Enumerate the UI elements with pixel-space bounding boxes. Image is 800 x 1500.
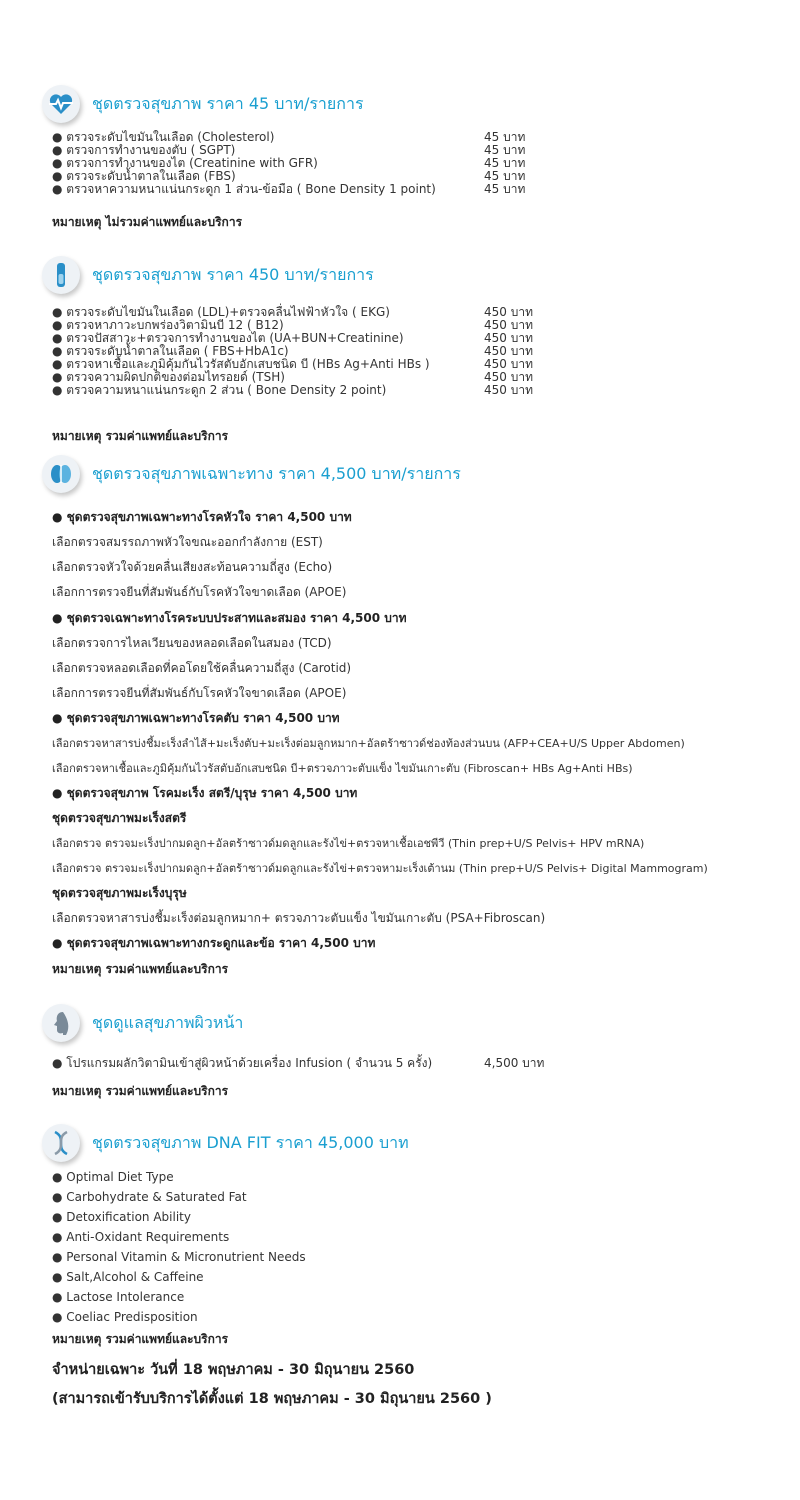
list-item: ● ตรวจความหนาแน่นกระดูก 2 ส่วน ( Bone Density 2 point) 450 บาท	[52, 383, 533, 397]
list-item: ● ตรวจการทำงานของตับ ( SGPT) 45 บาท	[52, 143, 526, 157]
sale-period: จำหน่ายเฉพาะ วันที่ 18 พฤษภาคม - 30 มิถุนายน 2560	[52, 1362, 415, 1378]
section-header	[42, 256, 374, 294]
list-item: เลือกตรวจหาสารบ่งชี้มะเร็งต่อมลูกหมาก+ ตรวจภาวะตับแข็ง ไขมันเกาะตับ (PSA+Fibroscan)	[52, 911, 546, 925]
list-item: ● Lactose Intolerance	[52, 1290, 185, 1304]
list-item: เลือกตรวจการไหลเวียนของหลอดเลือดในสมอง (TCD)	[52, 636, 332, 650]
list-item: เลือกตรวจหัวใจด้วยคลื่นเสียงสะท้อนความถี่สูง (Echo)	[52, 560, 333, 574]
list-item: ● Anti-Oxidant Requirements	[52, 1230, 230, 1244]
section-title: ชุดดูแลสุขภาพผิวหน้า	[92, 1012, 244, 1032]
section-header	[42, 85, 364, 123]
note: หมายเหตุ ไม่รวมค่าแพทย์และบริการ	[52, 215, 243, 229]
list-item: ● ตรวจการทำงานของไต (Creatinine with GFR) 45 บาท	[52, 156, 526, 170]
section-title: ชุดตรวจสุขภาพเฉพาะทาง ราคา 4,500 บาท/รายการ	[92, 463, 461, 483]
list-item: ชุดตรวจสุขภาพมะเร็งบุรุษ	[52, 886, 187, 900]
section-title: ชุดตรวจสุขภาพ ราคา 45 บาท/รายการ	[92, 93, 364, 113]
list-item: ● ตรวจความผิดปกติของต่อมไทรอยด์ (TSH) 450 บาท	[52, 370, 533, 384]
section-header	[42, 1124, 409, 1162]
list-item: ● โปรแกรมผลักวิตามินเข้าสู่ผิวหน้าด้วยเครื่อง Infusion ( จำนวน 5 ครั้ง) 4,500 บาท	[52, 1056, 545, 1070]
price-list	[52, 1057, 544, 1070]
list-item: ● Coeliac Predisposition	[52, 1310, 198, 1324]
price-list	[52, 306, 533, 397]
list-item: ● ตรวจหาภาวะบกพร่องวิตามินบี 12 ( B12) 450 บาท	[52, 318, 533, 332]
note: หมายเหตุ รวมค่าแพทย์และบริการ	[52, 962, 229, 976]
section-title: ชุดตรวจสุขภาพ DNA FIT ราคา 45,000 บาท	[92, 1132, 409, 1152]
list-item: เลือกตรวจหาสารบ่งชี้มะเร็งลำไส้+มะเร็งตับ+มะเร็งต่อมลูกหมาก+อัลตร้าซาวด์ช่องท้องส่วนบน (AFP+CEA+U/S Upper Abdomen)	[52, 737, 685, 750]
note: หมายเหตุ รวมค่าแพทย์และบริการ	[52, 1332, 229, 1346]
heart-pulse-icon	[42, 85, 80, 123]
list-item: ● ชุดตรวจสุขภาพเฉพาะทางกระดูกและข้อ ราคา 4,500 บาท	[52, 936, 376, 950]
section-header	[42, 1004, 243, 1042]
face-profile-icon	[42, 1004, 80, 1042]
list-item: ● ชุดตรวจสุขภาพเฉพาะทางโรคตับ ราคา 4,500 บาท	[52, 711, 340, 725]
list-item: ● Optimal Diet Type	[52, 1170, 174, 1184]
list-item: ● ชุดตรวจสุขภาพ โรคมะเร็ง สตรี/บุรุษ ราคา 4,500 บาท	[52, 786, 358, 800]
list-item: เลือกการตรวจยีนที่สัมพันธ์กับโรคหัวใจขาดเลือด (APOE)	[52, 585, 347, 599]
note: หมายเหตุ รวมค่าแพทย์และบริการ	[52, 1084, 229, 1098]
test-tube-icon	[42, 256, 80, 294]
list-item: ● ตรวจหาเชื้อและภูมิคุ้มกันไวรัสตับอักเสบชนิด บี (HBs Ag+Anti HBs ) 450 บาท	[52, 357, 533, 371]
list-item: ● ชุดตรวจเฉพาะทางโรคระบบประสาทและสมอง ราคา 4,500 บาท	[52, 611, 407, 625]
section-header	[42, 455, 461, 493]
price-list	[52, 131, 525, 196]
section-title: ชุดตรวจสุขภาพ ราคา 450 บาท/รายการ	[92, 264, 374, 284]
list-item: เลือกตรวจหาเชื้อและภูมิคุ้มกันไวรัสตับอักเสบชนิด บี+ตรวจภาวะตับแข็ง ไขมันเกาะตับ (Fibroscan+ HBs Ag+Anti HBs)	[52, 762, 633, 775]
list-item: ● ชุดตรวจสุขภาพเฉพาะทางโรคหัวใจ ราคา 4,500 บาท	[52, 510, 352, 524]
list-item: เลือกตรวจสมรรถภาพหัวใจขณะออกกำลังกาย (EST)	[52, 535, 323, 549]
list-item: ● Detoxification Ability	[52, 1210, 191, 1224]
list-item: ● ตรวจหาความหนาแน่นกระดูก 1 ส่วน-ข้อมือ ( Bone Density 1 point) 45 บาท	[52, 182, 526, 196]
list-item: เลือกตรวจ ตรวจมะเร็งปากมดลูก+อัลตร้าซาวด์มดลูกและรังไข่+ตรวจหาเชื้อเอชพีวี (Thin prep+U/S Pelvis+ HPV mRNA)	[52, 837, 645, 850]
list-item: ชุดตรวจสุขภาพมะเร็งสตรี	[52, 811, 187, 825]
list-item: เลือกตรวจ ตรวจมะเร็งปากมดลูก+อัลตร้าซาวด์มดลูกและรังไข่+ตรวจหามะเร็งเต้านม (Thin prep+U/S Pelvis+ Digital Mammogram)	[52, 862, 708, 875]
list-item: ● ตรวจระดับน้ำตาลในเลือด ( FBS+HbA1c) 450 บาท	[52, 344, 533, 358]
list-item: ● ตรวจระดับไขมันในเลือด (LDL)+ตรวจคลื่นไฟฟ้าหัวใจ ( EKG) 450 บาท	[52, 305, 533, 319]
organ-icon	[42, 455, 80, 493]
list-item: ● Personal Vitamin & Micronutrient Needs	[52, 1250, 306, 1264]
list-item: เลือกตรวจหลอดเลือดที่คอโดยใช้คลื่นความถี่สูง (Carotid)	[52, 661, 352, 675]
list-item: ● ตรวจปัสสาวะ+ตรวจการทำงานของไต (UA+BUN+Creatinine) 450 บาท	[52, 331, 533, 345]
list-item: ● ตรวจระดับไขมันในเลือด (Cholesterol) 45 บาท	[52, 130, 526, 144]
dna-icon	[42, 1124, 80, 1162]
service-period: (สามารถเข้ารับบริการได้ตั้งแต่ 18 พฤษภาคม - 30 มิถุนายน 2560 )	[52, 1391, 492, 1407]
list-item: เลือกการตรวจยีนที่สัมพันธ์กับโรคหัวใจขาดเลือด (APOE)	[52, 686, 347, 700]
list-item: ● ตรวจระดับน้ำตาลในเลือด (FBS) 45 บาท	[52, 169, 526, 183]
note: หมายเหตุ รวมค่าแพทย์และบริการ	[52, 429, 229, 443]
list-item: ● Carbohydrate & Saturated Fat	[52, 1190, 247, 1204]
list-item: ● Salt,Alcohol & Caffeine	[52, 1270, 204, 1284]
